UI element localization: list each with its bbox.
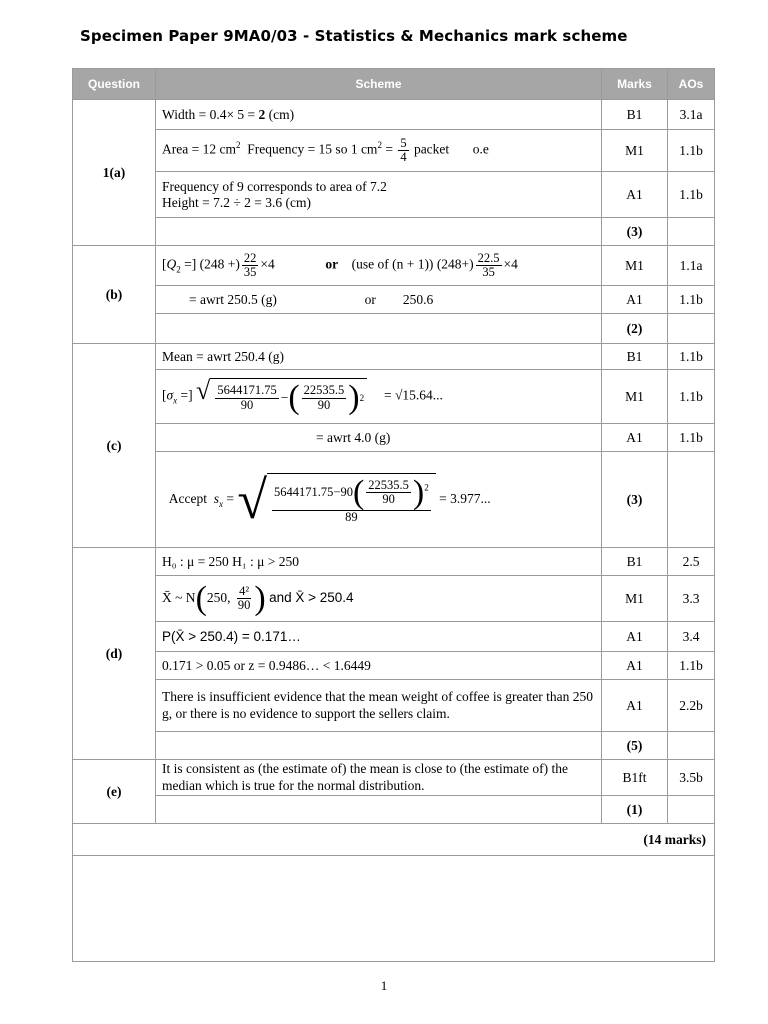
table-row [73, 548, 715, 576]
header-marks: Marks [602, 69, 668, 100]
mark-cell: M1 [602, 246, 668, 286]
mark-scheme-table [72, 68, 715, 962]
table-row [73, 452, 715, 548]
blank-row [73, 856, 715, 962]
table-row [73, 622, 715, 652]
scheme-cell: Area = 12 $cm^2$ Frequency = 15 so 1 $cm^2$ = $\frac{5}{4}$ packet o.e [156, 130, 602, 172]
scheme-cell: X̄ ~ N(250, $\frac{\text{4²}}{90}$ ) and X̄ > 250.4 [156, 576, 602, 622]
ao-cell: 1.1b [668, 652, 715, 680]
table-row [73, 732, 715, 760]
scheme-cell: It is consistent as (the estimate of) the mean is close to (the estimate of) the median which is true for the normal distribution. [156, 760, 602, 796]
subtotal-cell: (3) [602, 218, 668, 246]
table-row [73, 218, 715, 246]
page-title: Specimen Paper 9MA0/03 - Statistics & Mechanics mark scheme [80, 27, 628, 45]
table-row [73, 172, 715, 218]
mark-cell: A1 [602, 172, 668, 218]
ao-cell: 1.1b [668, 424, 715, 452]
header-scheme: Scheme [156, 69, 602, 100]
table-row [73, 796, 715, 824]
mark-cell: B1 [602, 344, 668, 370]
scheme-cell: Mean = awrt 250.4 (g) [156, 344, 602, 370]
mark-cell: A1 [602, 622, 668, 652]
scheme-cell: Width = 0.4× 5 = 2 (cm) [156, 100, 602, 130]
ao-cell: 3.5b [668, 760, 715, 796]
header-row [73, 69, 715, 100]
scheme-cell: = awrt 250.5 (g) or 250.6 [156, 286, 602, 314]
table-row [73, 760, 715, 796]
table-row [73, 130, 715, 172]
ao-cell: 1.1b [668, 286, 715, 314]
scheme-cell: Frequency of 9 corresponds to area of 7.2 Height = 7.2 ÷ 2 = 3.6 (cm) [156, 172, 602, 218]
scheme-cell: H₀ : μ = 250 H₁ : μ > 250 [156, 548, 602, 576]
mark-cell: A1 [602, 286, 668, 314]
ao-cell: 2.5 [668, 548, 715, 576]
question-label: 1(a) [73, 100, 156, 246]
mark-cell: B1 [602, 100, 668, 130]
mark-cell: A1 [602, 424, 668, 452]
ao-cell: 3.4 [668, 622, 715, 652]
scheme-cell: Accept $s_x$ = √ 5644171.75−90( $\frac{22535.5}{90}$ )$^2$ 89 = 3.977... [156, 452, 602, 548]
scheme-cell: P(X̄ > 250.4) = 0.171… [156, 622, 602, 652]
table-row [73, 370, 715, 424]
mark-cell: M1 [602, 130, 668, 172]
total-row [73, 824, 715, 856]
ao-cell: 1.1b [668, 370, 715, 424]
ao-cell: 1.1b [668, 344, 715, 370]
table-row [73, 576, 715, 622]
mark-cell: A1 [602, 652, 668, 680]
table-row [73, 680, 715, 732]
table-row [73, 652, 715, 680]
subtotal-cell: (1) [602, 796, 668, 824]
scheme-cell: [$\sigma_x$ =] √ $\frac{5644171.75}{90}$ − ( $\frac{22535.5}{90}$ ) 2 = √15.64... [156, 370, 602, 424]
question-label: (e) [73, 760, 156, 824]
mark-cell: A1 [602, 680, 668, 732]
ao-cell: 3.3 [668, 576, 715, 622]
subtotal-cell: (2) [602, 314, 668, 344]
subtotal-cell: (3) [602, 452, 668, 548]
ao-cell: 3.1a [668, 100, 715, 130]
scheme-cell: There is insufficient evidence that the mean weight of coffee is greater than 250 g, or there is no evidence to support the sellers claim. [156, 680, 602, 732]
ao-cell: 1.1b [668, 130, 715, 172]
mark-cell: M1 [602, 370, 668, 424]
ao-cell: 1.1b [668, 172, 715, 218]
scheme-cell: [$Q_2$ =] (248 +) $\frac{22}{35}$ ×4 or (use of (n + 1)) (248+) $\frac{22.5}{35}$ ×4 [156, 246, 602, 286]
header-aos: AOs [668, 69, 715, 100]
ao-cell: 2.2b [668, 680, 715, 732]
table-row [73, 314, 715, 344]
table-row [73, 344, 715, 370]
table-row [73, 424, 715, 452]
table-row [73, 286, 715, 314]
subtotal-cell: (5) [602, 732, 668, 760]
table-row [73, 100, 715, 130]
page-number: 1 [380, 978, 388, 993]
question-label: (b) [73, 246, 156, 344]
scheme-cell: 0.171 > 0.05 or z = 0.9486… < 1.6449 [156, 652, 602, 680]
question-label: (d) [73, 548, 156, 760]
table-row [73, 246, 715, 286]
header-question: Question [73, 69, 156, 100]
question-label: (c) [73, 344, 156, 548]
grand-total: (14 marks) [73, 824, 715, 856]
mark-cell: M1 [602, 576, 668, 622]
mark-cell: B1 [602, 548, 668, 576]
mark-cell: B1ft [602, 760, 668, 796]
ao-cell: 1.1a [668, 246, 715, 286]
scheme-cell: = awrt 4.0 (g) [156, 424, 602, 452]
